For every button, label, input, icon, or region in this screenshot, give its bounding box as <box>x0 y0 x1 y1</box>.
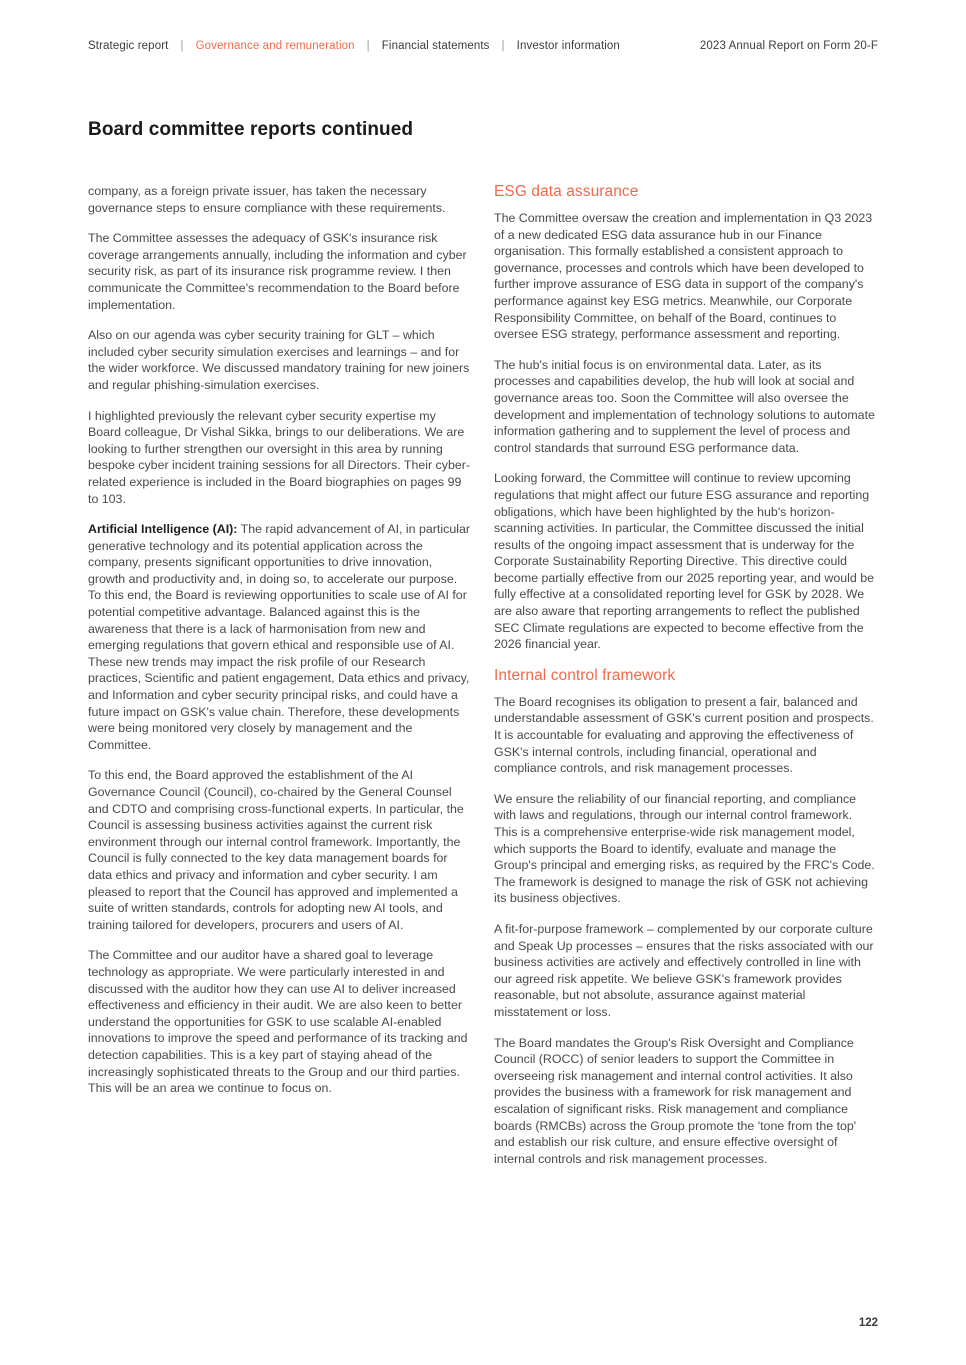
page-number: 122 <box>858 1317 878 1329</box>
paragraph: The Committee oversaw the creation and implementation in Q3 2023 of a new dedicated ESG data assurance hub in our Finance organisation. This formally established a consistent approach to governance, processes and controls which have been developed to further improve assurance of ESG data in support of the company's performance against key ESG metrics. Meanwhile, our Corporate Responsibility Committee, on behalf of the Board, continues to oversee ESG strategy, performance assessment and reporting. <box>494 211 873 342</box>
paragraph: company, as a foreign private issuer, has taken the necessary governance steps to ensure compliance with these requirements. <box>88 184 446 215</box>
page-title: Board committee reports continued <box>88 118 414 140</box>
paragraph: Looking forward, the Committee will continue to review upcoming regulations that might affect our future ESG assurance and reporting obligations, which have been highlighted by the hub's horizon-scanning activities. In particular, the Committee discussed the initial results of the ongoing impact assessment that is underway for the Corporate Sustainability Reporting Directive. This directive could become partially effective from our 2025 reporting year, and would be fully effective at a consolidated reporting level for GSK by 2028. We are also aware that reporting arrangements to reflect the published SEC Climate regulations are expected to become effective from the 2026 financial year. <box>494 471 874 652</box>
paragraph: The Board mandates the Group's Risk Oversight and Compliance Council (ROCC) of senior leaders to support the Committee in overseeing risk management and internal control activities. It also provides the business with a framework for risk management and escalation of significant risks. Risk management and compliance boards (RMCBs) across the Group promote the 'tone from the top' and establish our risk culture, and ensure effective oversight of internal controls and risk management processes. <box>494 1035 857 1166</box>
left-column <box>88 183 472 1167</box>
right-column <box>494 183 878 1167</box>
paragraph: I highlighted previously the relevant cyber security expertise my Board colleague, Dr Vishal Sikka, brings to our deliberations. We are looking to further strengthen our oversight in this area by running bespoke cyber incident training sessions for all Directors. Their cyber-related experience is included in the Board biographies on pages 99 to 103. <box>88 408 470 506</box>
nav-item-governance-and-remuneration[interactable]: Governance and remuneration <box>195 40 355 52</box>
nav-separator: | <box>366 40 370 52</box>
nav-item-strategic-report[interactable]: Strategic report <box>88 40 169 52</box>
body-columns <box>88 183 878 1167</box>
paragraph: The Board recognises its obligation to present a fair, balanced and understandable assessment of GSK's current position and prospects. It is accountable for evaluating and approving the effectiveness of GSK's internal controls, including financial, operational and compliance controls, and risk management processes. <box>494 694 874 776</box>
paragraph: Also on our agenda was cyber security training for GLT – which included cyber security simulation exercises and learnings – and for the wider workforce. We discussed mandatory training for new joiners and regular phishing-simulation exercises. <box>88 328 470 392</box>
paragraph: The Committee assesses the adequacy of GSK's insurance risk coverage arrangements annually, including the information and cyber security risk, as part of its insurance risk programme review. I then communicate the Committee's recommendation to the Board before implementation. <box>88 231 467 312</box>
paragraph: The Committee and our auditor have a shared goal to leverage technology as appropriate. We were particularly interested in and discussed with the auditor how they can use AI to deliver increased effectiveness and efficiency in their audit. We are also keen to better understand the opportunities for GSK to use scalable AI-enabled innovations to improve the speed and performance of its tracking and detection capabilities. This is a key part of staying ahead of the increasingly sophisticated threats to the Group and our third parties. This will be an area we continue to focus on. <box>88 948 468 1096</box>
paragraph-artificial-intelligence <box>88 521 472 753</box>
top-navigation-bar <box>88 40 878 60</box>
nav-item-financial-statements[interactable]: Financial statements <box>381 40 490 52</box>
paragraph: The hub's initial focus is on environmental data. Later, as its processes and capabilities develop, the hub will look at social and governance areas too. Soon the Committee will also oversee the development and implementation of technology solutions to automate information gathering and to supplement the level of process and control standards that surround ESG performance data. <box>494 357 875 455</box>
report-title-label: 2023 Annual Report on Form 20-F <box>699 40 878 52</box>
nav-separator: | <box>180 40 184 52</box>
nav-links-group <box>88 40 620 52</box>
section-heading-esg-data-assurance: ESG data assurance <box>494 183 639 200</box>
nav-separator: | <box>501 40 505 52</box>
paragraph-runin-label: Artificial Intelligence (AI): <box>88 522 238 537</box>
paragraph: A fit-for-purpose framework – complemented by our corporate culture and Speak Up processes – ensures that the risks associated with our business activities are actively and effectively controlled in line with our agreed risk appetite. We believe GSK's framework provides reasonable, but not absolute, assurance against material misstatement or loss. <box>494 921 874 1019</box>
nav-item-investor-information[interactable]: Investor information <box>516 40 620 52</box>
paragraph: To this end, the Board approved the establishment of the AI Governance Council (Council), co-chaired by the General Counsel and CDTO and comprising cross-functional experts. In particular, the Council is assessing business activities against the current risk environment through our internal control framework. Importantly, the Council is fully connected to the key data management boards for data ethics and privacy and information and cyber security. I am pleased to report that the Council has approved and implemented a suite of written standards, controls for adopting new AI tools, and training tailored for developers, procurers and users of AI. <box>88 768 464 932</box>
section-heading-internal-control-framework: Internal control framework <box>494 666 676 684</box>
paragraph: We ensure the reliability of our financial reporting, and compliance with laws and regulations, through our internal control framework. This is a comprehensive enterprise-wide risk management model, which supports the Board to identify, evaluate and manage the Group's principal and emerging risks, as required by the FRC's Code. The framework is designed to manage the risk of GSK not achieving its business objectives. <box>494 791 875 906</box>
paragraph-text: The rapid advancement of AI, in particular generative technology and its potential application across the company, presents significant opportunities to drive innovation, growth and productivity and, in doing so, to accelerate our purpose. To this end, the Board is reviewing opportunities to scale use of AI for potential competitive advantage. Balanced against this is the awareness that there is a lack of harmonisation from new and emerging regulations that govern ethical and responsible use of AI. These new trends may impact the risk profile of our Research practices, Scientific and patient engagement, Data ethics and privacy, and Information and cyber security principal risks, and could have a future impact on GSK's value chain. Therefore, these developments were being monitored very closely by management and the Committee. <box>88 522 470 752</box>
